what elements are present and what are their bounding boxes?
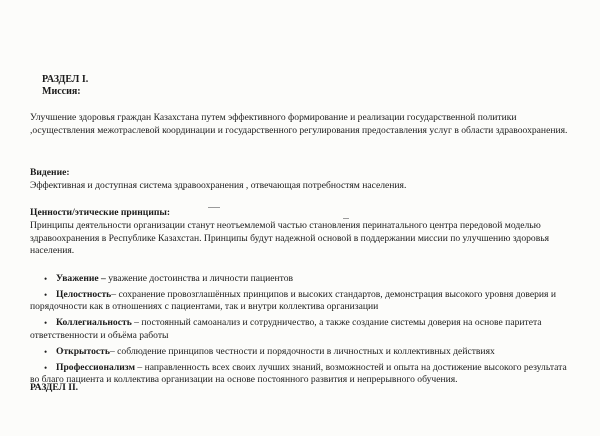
value-term: Профессионализм xyxy=(56,361,136,373)
values-intro-paragraph: Принципы деятельности организации станут неотъемлемой частью становления перинатального центра передовой моделью здравоохранения в Республике Казахстан. Принципы будут надежной основой в поддержании миссии по улучшению здоровья населения. xyxy=(30,220,550,257)
value-description: – соблюдение принципов честности и порядочности в личностных и коллективных действиях xyxy=(109,345,495,357)
scan-artifact xyxy=(343,218,349,219)
vision-heading: Видение: xyxy=(30,167,70,178)
mission-paragraph: Улучшение здоровья граждан Казахстана путем эффективного формирование и реализации государственной политики ,осуществления межотраслевой координации и государственного регулирования предоставления услуг в области здравоохранения. xyxy=(30,112,568,136)
value-description: уважение достоинства и личности пациентов xyxy=(108,273,294,284)
value-term: Открытость xyxy=(56,345,110,357)
value-term: Целостность xyxy=(56,289,112,300)
value-item xyxy=(30,346,578,358)
values-list xyxy=(30,273,578,387)
value-description: – направленность всех своих лучших знаний, возможностей и опыта на достижение высокого результата во благо пациента и коллектива организации на основе постоянного развития и непрерывного обучения. xyxy=(30,361,567,386)
values-list-block xyxy=(30,273,578,390)
section-1-heading: РАЗДЕЛ I. xyxy=(42,74,89,85)
bullet-icon: • xyxy=(44,274,48,284)
bullet-icon: • xyxy=(44,290,48,300)
scan-artifact xyxy=(208,207,220,208)
value-item xyxy=(30,289,578,314)
mission-heading: Миссия: xyxy=(42,86,81,97)
value-term: Коллегиальность xyxy=(56,317,132,329)
bullet-icon: • xyxy=(44,318,48,329)
value-description: – постоянный самоанализ и сотрудничество, а также создание системы доверия на основе паритета ответственности и объёма работы xyxy=(30,317,542,341)
values-heading: Ценности/этические принципы: xyxy=(30,207,171,218)
value-description: – сохранение провозглашённых принципов и высоких стандартов, демонстрация высокого уровня доверия и порядочности как в отношениях с пациентами, так и внутри коллектива организации xyxy=(30,289,556,313)
value-item xyxy=(30,273,578,285)
section-2-heading: РАЗДЕЛ II. xyxy=(30,382,79,393)
bullet-icon: • xyxy=(44,362,48,373)
value-term: Уважение – xyxy=(56,273,109,284)
bullet-icon: • xyxy=(44,346,48,357)
value-item xyxy=(30,317,578,342)
vision-paragraph: Эффективная и доступная система здравоохранения , отвечающая потребностям населения. xyxy=(30,180,407,191)
